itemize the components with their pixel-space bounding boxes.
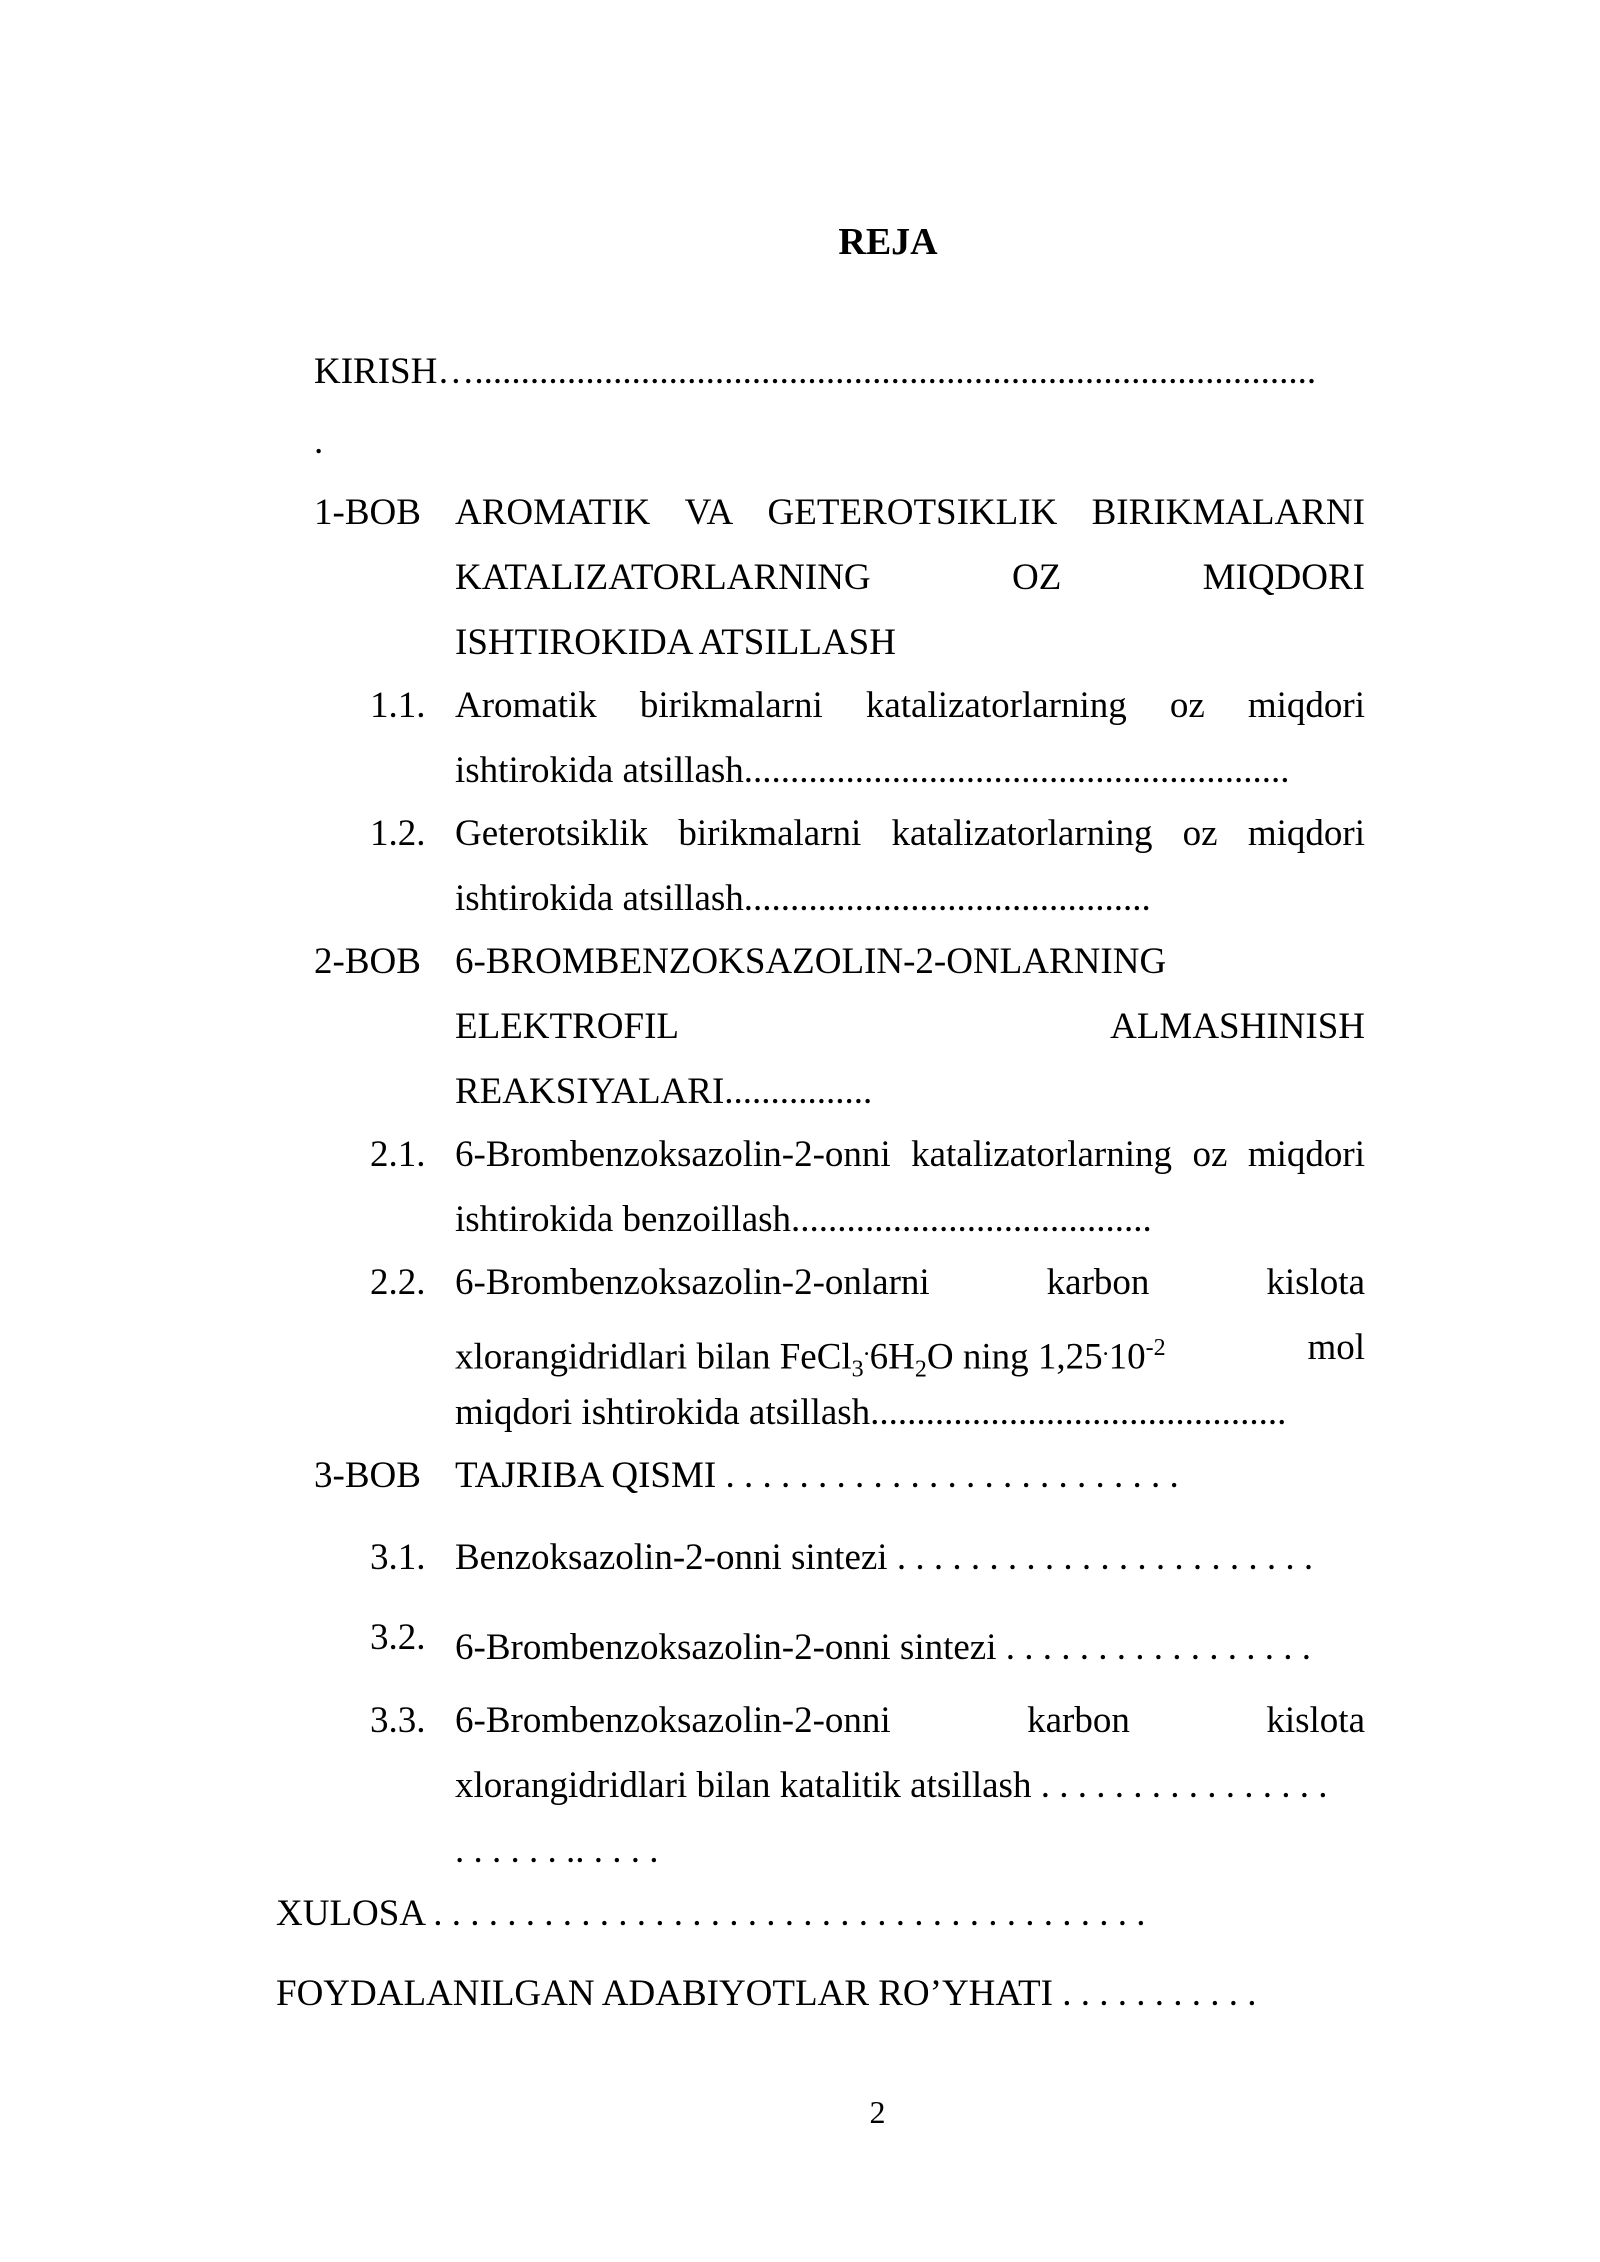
- word: kislota: [1266, 1700, 1365, 1741]
- chapter-2-title-line2: [455, 1003, 1365, 1051]
- section-3-2-line1: 6-Brombenzoksazolin-2-onni sintezi . . . . . . . . . . . . . . . . .: [455, 1627, 1312, 1668]
- chapter-2-title-line1: 6-BROMBENZOKSAZOLIN-2-ONLARNING: [455, 941, 1167, 982]
- chapter-3-title: TAJRIBA QISMI . . . . . . . . . . . . . . . . . . . . . . . . .: [455, 1455, 1179, 1496]
- word: VA: [684, 492, 734, 533]
- word: karbon: [1046, 1262, 1150, 1303]
- chapter-2-title-line3: REAKSIYALARI................: [455, 1071, 873, 1112]
- formula-unit: mol: [1307, 1327, 1365, 1368]
- word: miqdori: [1247, 813, 1365, 854]
- chapter-1-number: 1-BOB: [314, 492, 421, 533]
- word: ELEKTROFIL: [455, 1006, 680, 1047]
- word: MIQDORI: [1202, 557, 1365, 598]
- word: oz: [1192, 1134, 1228, 1175]
- chapter-1-title-line1: [455, 489, 1365, 537]
- word: karbon: [1027, 1700, 1130, 1741]
- word: oz: [1182, 813, 1218, 854]
- section-3-3-line2: xlorangidridlari bilan katalitik atsillash . . . . . . . . . . . . . . . .: [455, 1765, 1328, 1806]
- word: miqdori: [1247, 1134, 1365, 1175]
- section-2-2-line3: miqdori ishtirokida atsillash.............................................: [455, 1392, 1287, 1433]
- word: birikmalarni: [639, 685, 823, 726]
- word: katalizatorlarning: [865, 685, 1127, 726]
- section-1-2-number: 1.2.: [370, 813, 426, 854]
- section-3-3-line3: . . . . . . .. . . . .: [455, 1830, 659, 1871]
- section-3-2-number: 3.2.: [370, 1617, 426, 1658]
- section-1-2-line2: ishtirokida atsillash............................................: [455, 878, 1151, 919]
- section-3-3-number: 3.3.: [370, 1700, 426, 1741]
- section-2-1-line2: ishtirokida benzoillash.......................................: [455, 1199, 1152, 1240]
- section-3-3-line1: [455, 1697, 1365, 1745]
- word: GETEROTSIKLIK: [767, 492, 1058, 533]
- word: oz: [1169, 685, 1205, 726]
- section-2-1-line1: [455, 1131, 1365, 1179]
- chapter-1-title-line3: ISHTIROKIDA ATSILLASH: [455, 622, 896, 663]
- page-number: 2: [869, 2094, 886, 2130]
- section-2-2-line1: [455, 1259, 1365, 1307]
- word: katalizatorlarning: [911, 1134, 1173, 1175]
- section-1-1-line1: [455, 682, 1365, 730]
- toc-references: FOYDALANILGAN ADABIYOTLAR RO’YHATI . . . . . . . . . . .: [276, 1973, 1257, 2014]
- section-2-2-number: 2.2.: [370, 1262, 426, 1303]
- section-2-1-number: 2.1.: [370, 1134, 426, 1175]
- word: katalizatorlarning: [891, 813, 1153, 854]
- section-3-1-number: 3.1.: [370, 1537, 426, 1578]
- word: Geterotsiklik: [455, 813, 649, 854]
- word: KATALIZATORLARNING: [455, 557, 871, 598]
- section-1-1-line2: ishtirokida atsillash...........................................................: [455, 750, 1290, 791]
- toc-xulosa: XULOSA . . . . . . . . . . . . . . . . . . . . . . . . . . . . . . . . . . . . . . .: [276, 1893, 1146, 1934]
- page-title: REJA: [838, 221, 938, 263]
- word: birikmalarni: [678, 813, 862, 854]
- word: 6-Brombenzoksazolin-2-onni: [455, 1134, 891, 1175]
- section-1-1-number: 1.1.: [370, 685, 426, 726]
- section-1-2-line1: [455, 810, 1365, 858]
- chapter-1-title-line2: [455, 554, 1365, 602]
- chapter-2-number: 2-BOB: [314, 941, 421, 982]
- word: AROMATIK: [455, 492, 651, 533]
- word: 6-Brombenzoksazolin-2-onlarni: [455, 1262, 930, 1303]
- chapter-3-number: 3-BOB: [314, 1455, 421, 1496]
- word: miqdori: [1247, 685, 1365, 726]
- word: Aromatik: [455, 685, 597, 726]
- toc-kirish: KIRISH…...........................................................................................: [314, 351, 1317, 392]
- word: OZ: [1011, 557, 1062, 598]
- formula-text: xlorangidridlari bilan $FeCl_3^.6H_2O$ ning $1,25^.10^{-2}$: [455, 1335, 1166, 1383]
- word: 6-Brombenzoksazolin-2-onni: [455, 1700, 891, 1741]
- section-3-1-line1: Benzoksazolin-2-onni sintezi . . . . . . . . . . . . . . . . . . . . . . .: [455, 1537, 1314, 1578]
- toc-kirish-tail: .: [314, 421, 324, 462]
- word: ALMASHINISH: [1110, 1006, 1365, 1047]
- word: kislota: [1266, 1262, 1365, 1303]
- word: BIRIKMALARNI: [1091, 492, 1365, 533]
- section-2-2-line2: [455, 1324, 1365, 1394]
